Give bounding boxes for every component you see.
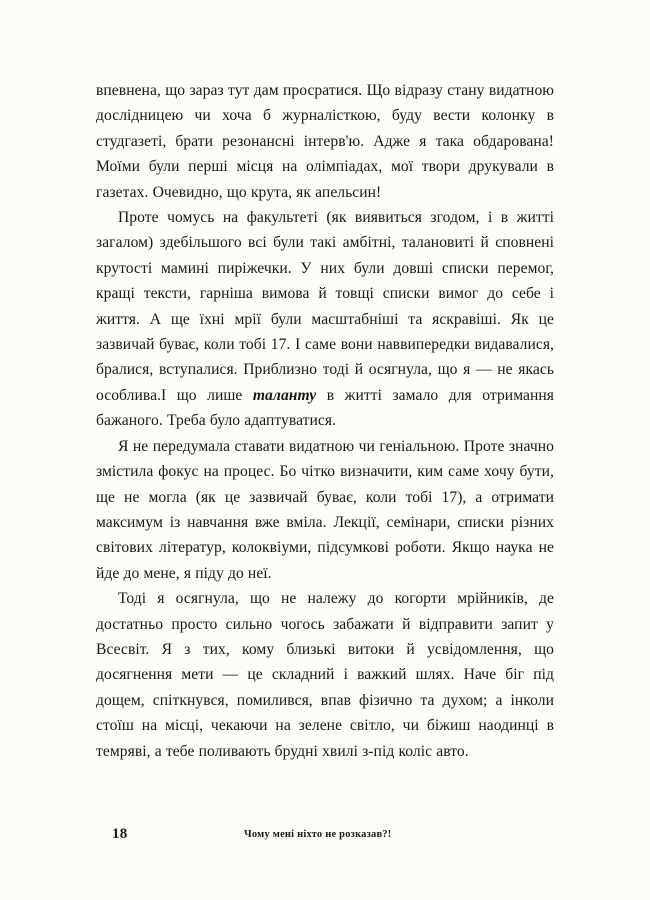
paragraph-3: Я не передумала ставати видатною чи геніальною. Проте значно змістила фокус на процес. Бо чітко визначити, ким саме хочу бути, ще не могла (як це зазвичай буває, коли тобі 17), а отримати максимум із навчання вже вміла. Лекції, семінари, списки різних світових літератур, колоквіуми, підсумкові роботи. Якщо наука не йде до мене, я піду до неї.	[96, 437, 554, 582]
paragraph-1: впевнена, що зараз тут дам просратися. Що відразу стану видатною дослідницею чи хоча б журналісткою, буду вести колонку в студгазеті, брати резонансні інтерв'ю. Адже я така обдарована! Моїми були перші місця на олімпіадах, мої твори друкували в газетах. Очевидно, що крута, як апельсин!	[96, 82, 554, 201]
emphasized-word: таланту	[252, 386, 317, 404]
paragraph-4: Тоді я осягнула, що не належу до когорти мрійників, де достатньо просто сильно чогось забажати й відправити запит у Всесвіт. Я з тих, кому близькі витоки й усвідомлення, що досягнення мети — це складний і важкий шлях. Наче біг під дощем, спіткнувся, помилився, впав фізично та духом; а інколи стоїш на місці, чекаючи на зелене світло, чи біжиш наодинці в темряві, а тебе поливають брудні хвилі з-під коліс авто.	[96, 590, 554, 760]
running-title: Чому мені ніхто не розказав?!	[244, 829, 392, 840]
paragraph-2-tail: в житті замало для отримання бажаного. Треба було адаптуватися.	[96, 386, 554, 430]
paragraph-2-lead-in: І що лише	[161, 386, 253, 404]
paragraph-2	[96, 205, 554, 434]
body-text-block	[96, 78, 554, 764]
paragraph-2-text: Проте чомусь на факультеті (як виявиться згодом, і в житті загалом) здебільшого всі були такі амбітні, талановиті й сповнені крутості мамині пиріжечки. У них були довші списки перемог, кращі тексти, гарніша вимова й товщі списки вимог до себе і життя. А ще їхні мрії були масштабніші та яскравіші. Як це зазвичай буває, коли тобі 17. І саме вони наввипередки видавалися, бралися, вступалися. Приблизно тоді й осягнула, що я — не якась особлива.	[96, 209, 554, 404]
page-footer	[96, 826, 554, 848]
page-number: 18	[112, 826, 128, 842]
